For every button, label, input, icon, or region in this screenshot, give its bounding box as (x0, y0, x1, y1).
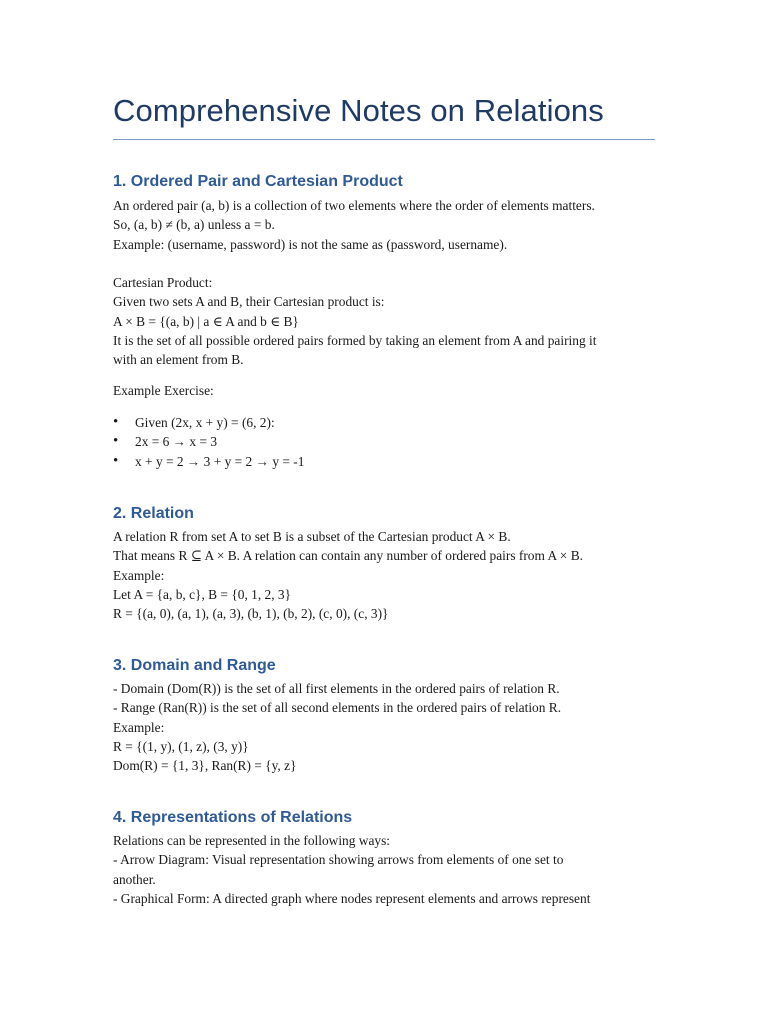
document-title: Comprehensive Notes on Relations (113, 93, 604, 128)
section-1-paragraph-ordered-pair (113, 196, 655, 254)
text-line: It is the set of all possible ordered pairs formed by taking an element from A and pairing it (113, 332, 597, 348)
text-line: Given two sets A and B, their Cartesian product is: (113, 294, 385, 310)
section-1-bullet-list (113, 413, 655, 471)
text-line: - Graphical Form: A directed graph where nodes represent elements and arrows represent (113, 890, 591, 906)
section-3-heading: 3. Domain and Range (113, 657, 276, 674)
text-line: another. (113, 871, 156, 887)
text-line: Example: (username, password) is not the same as (password, username). (113, 236, 508, 252)
bullet-icon: • (113, 452, 119, 469)
text-line: R = {(1, y), (1, z), (3, y)} (113, 738, 249, 754)
text-line: Example: (113, 567, 165, 583)
text-line: R = {(a, 0), (a, 1), (a, 3), (b, 1), (b, 2), (c, 0), (c, 3)} (113, 606, 389, 622)
bullet-icon: • (113, 414, 119, 430)
text-line: A relation R from set A to set B is a subset of the Cartesian product A × B. (113, 529, 511, 544)
list-item (113, 413, 655, 432)
text-line: Dom(R) = {1, 3}, Ran(R) = {y, z} (113, 758, 297, 774)
section-2-heading: 2. Relation (113, 505, 194, 522)
text-line: So, (a, b) ≠ (b, a) unless a = b. (113, 217, 275, 233)
text-line: Let A = {a, b, c}, B = {0, 1, 2, 3} (113, 586, 292, 602)
text-line: That means R ⊆ A × B. A relation can contain any number of ordered pairs from A × B. (113, 548, 583, 564)
list-item-text: x + y = 2 → 3 + y = 2 → y = -1 (135, 453, 305, 469)
text-line: - Domain (Dom(R)) is the set of all first elements in the ordered pairs of relation R. (113, 681, 560, 696)
title-underline (113, 139, 655, 140)
section-1-paragraph-cartesian (113, 273, 655, 369)
text-line: - Arrow Diagram: Visual representation showing arrows from elements of one set to (113, 852, 564, 868)
section-3-body (113, 679, 655, 775)
text-line: - Range (Ran(R)) is the set of all second elements in the ordered pairs of relation R. (113, 700, 562, 716)
list-item (113, 432, 655, 451)
section-4-heading: 4. Representations of Relations (113, 809, 353, 826)
list-item-text: Given (2x, x + y) = (6, 2): (135, 415, 275, 430)
text-line: Example Exercise: (113, 383, 214, 398)
bullet-icon: • (113, 433, 119, 450)
section-1-heading: 1. Ordered Pair and Cartesian Product (113, 173, 403, 190)
text-line: Relations can be represented in the following ways: (113, 833, 391, 848)
text-line: with an element from B. (113, 352, 244, 368)
list-item (113, 452, 655, 471)
text-line: Example: (113, 719, 165, 735)
text-line: Cartesian Product: (113, 275, 213, 290)
text-line: A × B = {(a, b) | a ∈ A and b ∈ B} (113, 313, 299, 329)
section-1-example-label (113, 381, 655, 400)
list-item-text: 2x = 6 → x = 3 (135, 434, 218, 450)
section-4-body (113, 831, 655, 908)
section-2-body (113, 527, 655, 623)
text-line: An ordered pair (a, b) is a collection of two elements where the order of elements matters. (113, 198, 595, 213)
